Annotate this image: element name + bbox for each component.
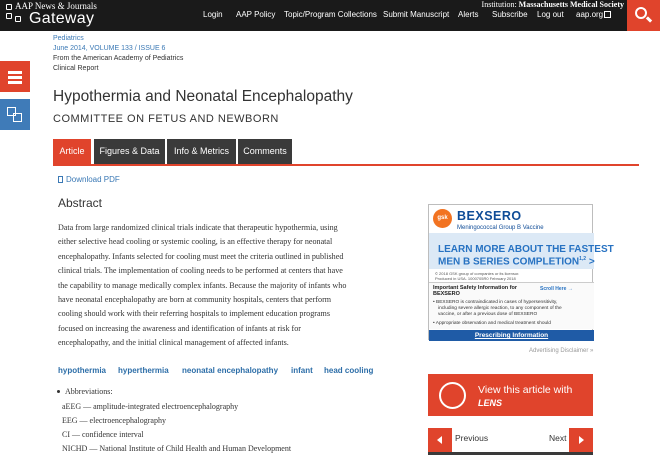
ad-legal-1: © 2018 GSK group of companies or its licensor. xyxy=(435,271,520,276)
nav-topic-collections[interactable]: Topic/Program Collections xyxy=(284,10,377,19)
article-source: From the American Academy of Pediatrics xyxy=(53,55,184,62)
article-author: COMMITTEE ON FETUS AND NEWBORN xyxy=(53,113,279,125)
previous-button[interactable] xyxy=(428,428,452,452)
logo-top-text: AAP News & Journals xyxy=(15,1,97,11)
article-type: Clinical Report xyxy=(53,65,99,72)
keyword-hyperthermia[interactable]: hyperthermia xyxy=(118,366,169,375)
ad-legal-2: Produced in USA. 1000705R0 February 2018 xyxy=(435,276,516,281)
ad-safety-bullet-cont: vaccine, or after a previous dose of BEXSERO xyxy=(438,312,538,317)
keyword-hypothermia[interactable]: hypothermia xyxy=(58,366,107,375)
compare-tool-button[interactable] xyxy=(0,99,30,130)
arrow-right-icon xyxy=(579,436,584,444)
nav-submit-manuscript[interactable]: Submit Manuscript xyxy=(383,10,450,19)
advertising-disclaimer-link[interactable]: Advertising Disclaimer » xyxy=(529,348,594,354)
ad-headline-2: MEN B SERIES COMPLETION$^{1,2}$ > xyxy=(438,256,595,268)
tab-info-metrics[interactable]: Info & Metrics xyxy=(167,139,236,164)
pdf-file-icon xyxy=(58,176,63,183)
abstract-heading: Abstract xyxy=(58,196,103,210)
nav-log-out[interactable]: Log out xyxy=(537,10,564,19)
nav-aap-org[interactable]: aap.org xyxy=(576,10,611,19)
abbreviation-item: EEG — electroencephalography xyxy=(62,416,166,425)
ad-safety-bullet: • Appropriate observation and medical treatment should xyxy=(433,321,551,326)
lens-name: LENS xyxy=(478,398,503,408)
ad-brand: BEXSERO xyxy=(457,209,522,223)
site-logo[interactable] xyxy=(6,1,116,29)
nav-subscribe[interactable]: Subscribe xyxy=(492,10,528,19)
previous-label[interactable]: Previous xyxy=(455,433,489,443)
lens-label: View this article with xyxy=(478,384,573,396)
logo-main-text: Gateway xyxy=(29,10,95,27)
ad-safety-title: Important Safety Information for BEXSERO xyxy=(433,285,518,297)
ad-headline-1: LEARN MORE ABOUT THE FASTEST xyxy=(438,244,614,255)
lens-icon xyxy=(439,382,466,409)
keyword-neonatal-encephalopathy[interactable]: neonatal encephalopathy xyxy=(182,366,279,375)
nav-alerts[interactable]: Alerts xyxy=(458,10,479,19)
tab-figures-data[interactable]: Figures & Data xyxy=(94,139,165,164)
tab-divider xyxy=(53,164,639,166)
view-with-lens-button[interactable] xyxy=(428,374,593,416)
top-bar xyxy=(0,0,660,31)
keyword-head-cooling[interactable]: head cooling xyxy=(324,366,374,375)
next-label[interactable]: Next xyxy=(549,433,567,443)
search-button[interactable] xyxy=(627,0,660,31)
next-button[interactable] xyxy=(569,428,593,452)
nav-login[interactable]: Login xyxy=(203,10,223,19)
abbreviations-heading: Abbreviations: xyxy=(65,387,113,396)
gsk-logo: gsk xyxy=(433,209,452,228)
ad-safety-bullet-cont: including severe allergic reaction, to any component of the xyxy=(438,306,562,311)
tab-article[interactable]: Article xyxy=(53,139,91,164)
abbreviation-item: aEEG — amplitude-integrated electroencephalography xyxy=(62,402,239,411)
abbreviation-item: CI — confidence interval xyxy=(62,430,144,439)
tab-comments[interactable]: Comments xyxy=(238,139,292,164)
ad-safety-bullet: • BEXSERO is contraindicated in cases of hypersensitivity, xyxy=(433,300,558,305)
nav-aap-policy[interactable]: AAP Policy xyxy=(236,10,276,19)
abstract-text: Data from large randomized clinical trials indicate that therapeutic hypothermia, using either selective head cooling or systemic cooling, is an effective therapy for neonatal encephalopathy. Infants selected for cooling must meet the criteria outlined in published clinical trials. The implementation of cooling needs to be performed at centers that have the capability to manage medically complex infants. Because the majority of infants who have neonatal encephalopathy are born at community hospitals, centers that perform cooling should work with their referring hospitals to implement education programs focused on increasing the awareness and identification of infants at risk for encephalopathy, and the initial clinical management of affected infants. xyxy=(58,223,347,348)
keyword-infant[interactable]: infant xyxy=(291,366,313,375)
bullet-icon xyxy=(57,390,60,393)
download-pdf-link[interactable]: Download PDF xyxy=(58,175,120,184)
article-title: Hypothermia and Neonatal Encephalopathy xyxy=(53,88,353,105)
institution-label: Institution: Massachusetts Medical Society xyxy=(481,0,624,9)
abbreviation-item: NICHD — National Institute of Child Health and Human Development xyxy=(62,444,292,453)
ad-scroll-link[interactable]: Scroll Here → xyxy=(540,286,573,292)
journal-link[interactable]: Pediatrics xyxy=(53,35,84,42)
advertisement[interactable] xyxy=(428,204,614,340)
prescribing-information-link[interactable]: Prescribing Information xyxy=(429,330,594,341)
menu-button[interactable] xyxy=(0,61,30,92)
arrow-left-icon xyxy=(437,436,442,444)
issue-link[interactable]: June 2014, VOLUME 133 / ISSUE 6 xyxy=(53,45,166,52)
external-link-icon xyxy=(604,11,611,18)
ad-tagline: Meningococcal Group B Vaccine xyxy=(457,225,544,231)
